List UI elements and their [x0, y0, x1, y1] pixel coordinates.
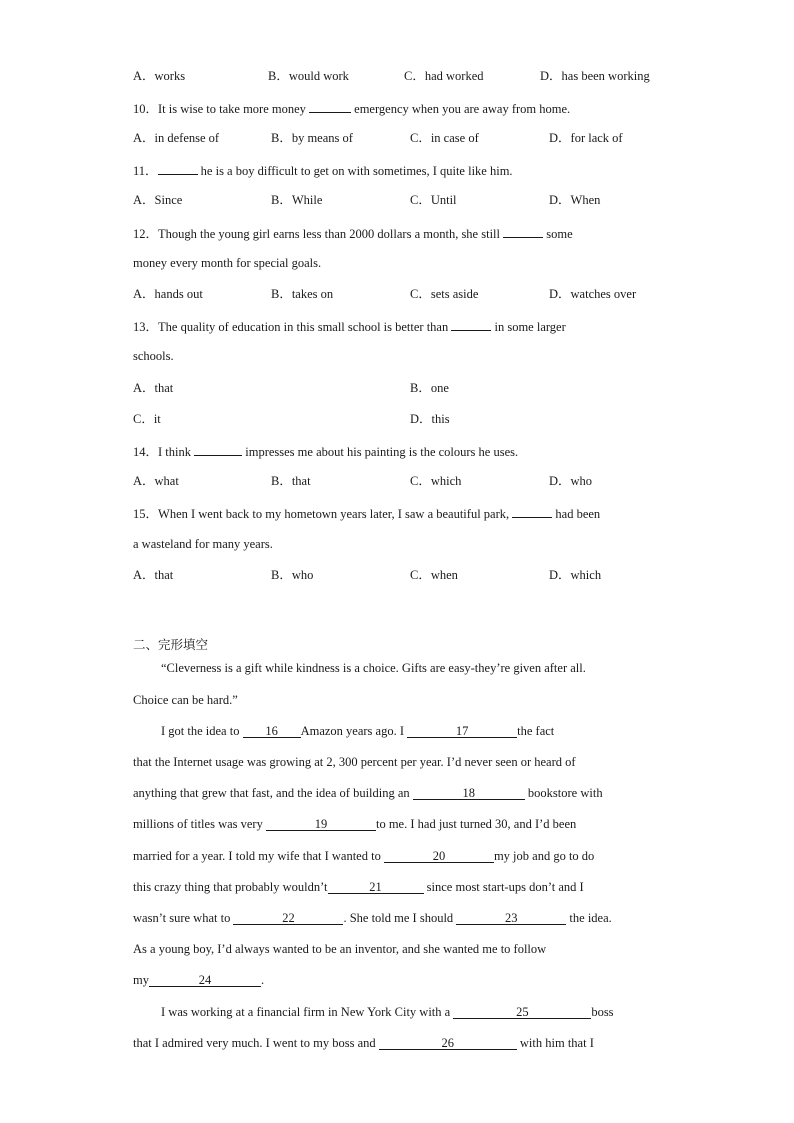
question-text: I think	[158, 445, 191, 459]
q9-option-d: D．has been working	[540, 69, 650, 83]
q13-option-d: D．this	[410, 412, 450, 426]
question-number: 11．	[133, 164, 158, 178]
q9-option-b: B．would work	[268, 69, 349, 83]
question-number: 12．	[133, 227, 159, 241]
passage-text: with him that I	[519, 1036, 594, 1050]
passage-text: anything that grew that fast, and the idea of building an	[133, 786, 410, 800]
question-text: he is a boy difficult to get on with sometimes, I quite like him.	[200, 164, 513, 178]
q11-option-a: A．Since	[133, 193, 183, 207]
section-heading-cloze: 二、完形填空	[133, 637, 209, 652]
passage-text: I got the idea to	[161, 724, 240, 738]
q15-option-d: D．which	[549, 568, 602, 582]
question-text: The quality of education in this small school is better than	[158, 320, 449, 334]
cloze-blank-24: 24	[149, 973, 261, 987]
cloze-blank-18: 18	[413, 786, 525, 800]
cloze-blank-16: 16	[243, 724, 301, 738]
passage-text: wasn’t sure what to	[133, 911, 231, 925]
passage-text: .	[260, 973, 265, 987]
question-13-line-2: schools.	[133, 349, 174, 363]
q10-option-c: C．in case of	[410, 131, 479, 145]
q15-option-c: C．when	[410, 568, 458, 582]
cloze-blank-20: 20	[384, 849, 494, 863]
question-14	[133, 442, 518, 460]
question-text: When I went back to my hometown years later, I saw a beautiful park,	[158, 507, 510, 521]
cloze-line-3	[133, 785, 603, 801]
answer-blank	[194, 442, 242, 456]
cloze-line-7	[133, 910, 612, 926]
passage-text: married for a year. I told my wife that I wanted to	[133, 849, 381, 863]
question-text: had been	[555, 507, 601, 521]
question-text: some	[546, 227, 573, 241]
passage-text: Amazon years ago. I	[300, 724, 405, 738]
q14-option-b: B．that	[271, 474, 311, 488]
cloze-line-10	[161, 1004, 614, 1020]
passage-text: the fact	[517, 724, 555, 738]
passage-text: millions of titles was very	[133, 817, 263, 831]
cloze-blank-25: 25	[453, 1005, 591, 1019]
question-text: in some larger	[494, 320, 566, 334]
q9-option-c: C．had worked	[404, 69, 484, 83]
question-15-line-2: a wasteland for many years.	[133, 537, 273, 551]
question-13	[133, 317, 566, 335]
question-text: Though the young girl earns less than 2000 dollars a month, she still	[158, 227, 500, 241]
q12-option-a: A．hands out	[133, 287, 203, 301]
cloze-quote-line-1: “Cleverness is a gift while kindness is a choice. Gifts are easy-they’re given after all.	[161, 661, 586, 675]
question-text: emergency when you are away from home.	[354, 102, 571, 116]
question-10	[133, 99, 570, 117]
cloze-line-2: that the Internet usage was growing at 2, 300 percent per year. I’d never seen or heard of	[133, 755, 576, 769]
question-number: 10．	[133, 102, 159, 116]
passage-text: the idea.	[569, 911, 612, 925]
q13-option-b: B．one	[410, 381, 449, 395]
question-number: 14．	[133, 445, 159, 459]
cloze-line-9	[133, 972, 264, 988]
answer-blank	[512, 504, 552, 518]
question-text: impresses me about his painting is the colours he uses.	[245, 445, 519, 459]
question-number: 15．	[133, 507, 159, 521]
answer-blank	[309, 99, 351, 113]
passage-text: since most start-ups don’t and I	[426, 880, 584, 894]
q14-option-c: C．which	[410, 474, 462, 488]
q12-option-c: C．sets aside	[410, 287, 479, 301]
passage-text: this crazy thing that probably wouldn’t	[133, 880, 328, 894]
answer-blank	[158, 161, 198, 175]
cloze-blank-23: 23	[456, 911, 566, 925]
q10-option-d: D．for lack of	[549, 131, 623, 145]
q10-option-a: A．in defense of	[133, 131, 220, 145]
q10-option-b: B．by means of	[271, 131, 353, 145]
q11-option-d: D．When	[549, 193, 601, 207]
q13-option-a: A．that	[133, 381, 174, 395]
cloze-quote-line-2: Choice can be hard.”	[133, 693, 238, 707]
cloze-line-5	[133, 848, 594, 864]
passage-text: that I admired very much. I went to my boss and	[133, 1036, 376, 1050]
cloze-blank-19: 19	[266, 817, 376, 831]
q11-option-c: C．Until	[410, 193, 457, 207]
cloze-line-8: As a young boy, I’d always wanted to be an inventor, and she wanted me to follow	[133, 942, 547, 956]
question-11	[133, 161, 513, 179]
cloze-blank-22: 22	[233, 911, 343, 925]
cloze-blank-21: 21	[328, 880, 424, 894]
q14-option-d: D．who	[549, 474, 593, 488]
q15-option-b: B．who	[271, 568, 314, 582]
cloze-line-4	[133, 816, 576, 832]
cloze-blank-26: 26	[379, 1036, 517, 1050]
q12-option-d: D．watches over	[549, 287, 637, 301]
cloze-line-6	[133, 879, 584, 895]
passage-text: my job and go to do	[493, 849, 595, 863]
question-text: It is wise to take more money	[158, 102, 306, 116]
answer-blank	[451, 317, 491, 331]
q13-option-c: C．it	[133, 412, 161, 426]
passage-text: to me. I had just turned 30, and I’d been	[375, 817, 577, 831]
question-number: 13．	[133, 320, 159, 334]
q12-option-b: B．takes on	[271, 287, 334, 301]
q11-option-b: B．While	[271, 193, 323, 207]
passage-text: . She told me I should	[343, 911, 454, 925]
passage-text: I was working at a financial firm in New York City with a	[161, 1005, 451, 1019]
question-12-line-2: money every month for special goals.	[133, 256, 322, 270]
q9-option-a: A．works	[133, 69, 186, 83]
cloze-line-1	[161, 723, 554, 739]
cloze-line-11	[133, 1035, 594, 1051]
passage-text: bookstore with	[527, 786, 603, 800]
passage-text: boss	[591, 1005, 614, 1019]
question-15	[133, 504, 600, 522]
question-12	[133, 224, 573, 242]
q14-option-a: A．what	[133, 474, 179, 488]
passage-text: my	[133, 973, 149, 987]
q15-option-a: A．that	[133, 568, 174, 582]
cloze-blank-17: 17	[407, 724, 517, 738]
answer-blank	[503, 224, 543, 238]
